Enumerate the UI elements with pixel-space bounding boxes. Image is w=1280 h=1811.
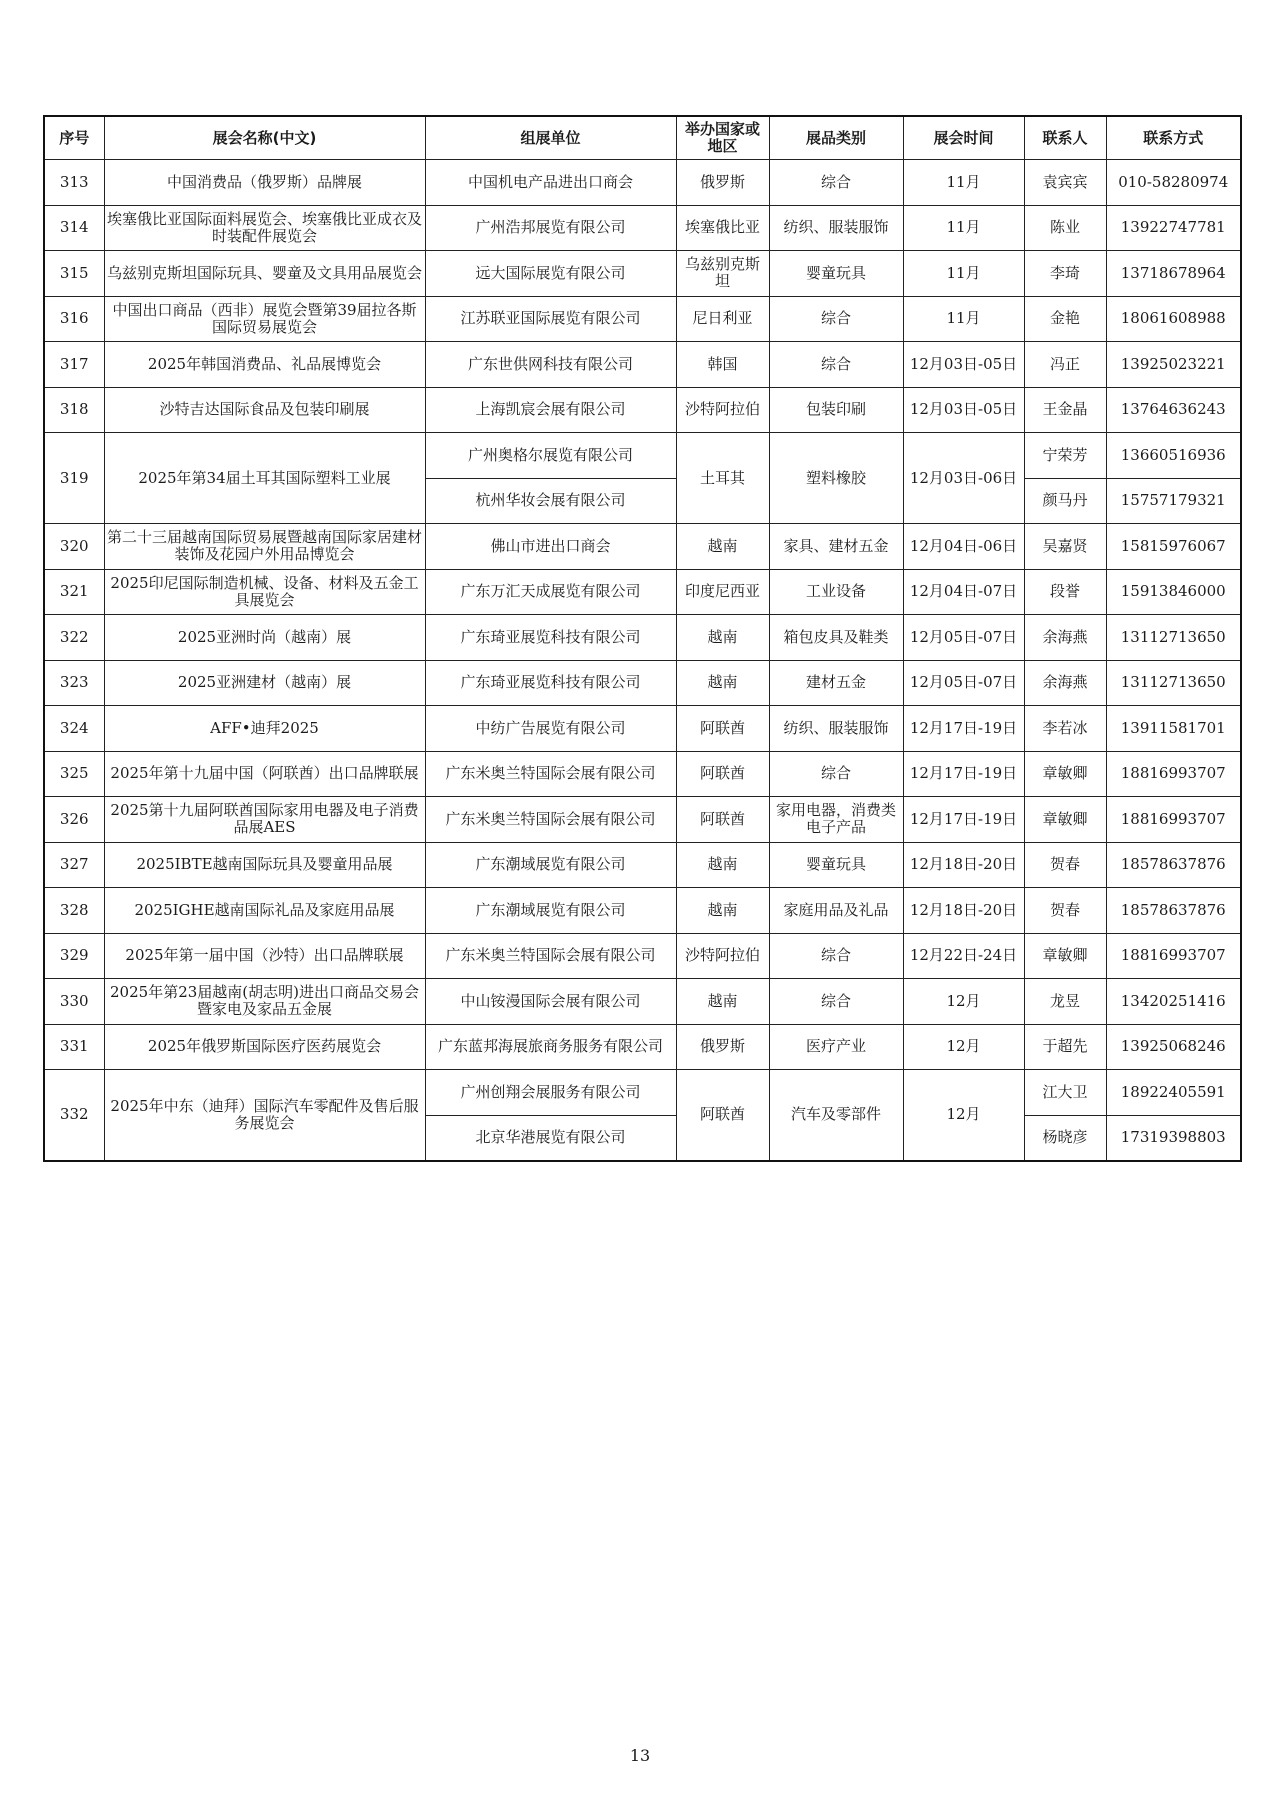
cell-time: 12月04日-07日: [903, 569, 1024, 615]
cell-organizer: 广东琦亚展览科技有限公司: [425, 615, 676, 661]
cell-no: 313: [44, 160, 104, 206]
cell-organizer: 广东世供网科技有限公司: [425, 342, 676, 388]
cell-time: 11月: [903, 160, 1024, 206]
cell-organizer: 广东潮域展览有限公司: [425, 842, 676, 888]
cell-no: 328: [44, 888, 104, 934]
table-row: [44, 296, 1241, 342]
page-number: 13: [629, 1746, 651, 1765]
cell-contact-phone: 18816993707: [1106, 797, 1241, 843]
exhibition-table: [43, 115, 1242, 1162]
cell-organizer: 广东潮域展览有限公司: [425, 888, 676, 934]
table-body: [44, 160, 1241, 1161]
cell-contact-person: 龙昱: [1024, 979, 1106, 1025]
cell-time: 12月04日-06日: [903, 524, 1024, 570]
table-row: [44, 342, 1241, 388]
cell-contact-person: 颜马丹: [1024, 478, 1106, 524]
cell-contact-person: 余海燕: [1024, 660, 1106, 706]
cell-country: 越南: [676, 615, 769, 661]
cell-contact-person: 章敏卿: [1024, 751, 1106, 797]
cell-organizer: 佛山市进出口商会: [425, 524, 676, 570]
cell-contact-phone: 13764636243: [1106, 387, 1241, 433]
table-row: [44, 433, 1241, 479]
cell-organizer: 北京华港展览有限公司: [425, 1115, 676, 1161]
cell-no: 319: [44, 433, 104, 524]
cell-country: 沙特阿拉伯: [676, 387, 769, 433]
cell-category: 综合: [769, 751, 903, 797]
table-row: [44, 387, 1241, 433]
cell-time: 12月17日-19日: [903, 751, 1024, 797]
cell-no: 320: [44, 524, 104, 570]
cell-name: 中国消费品（俄罗斯）品牌展: [104, 160, 425, 206]
cell-contact-person: 贺春: [1024, 888, 1106, 934]
cell-category: 工业设备: [769, 569, 903, 615]
cell-name: 2025印尼国际制造机械、设备、材料及五金工具展览会: [104, 569, 425, 615]
cell-name: 埃塞俄比亚国际面料展览会、埃塞俄比亚成衣及时装配件展览会: [104, 205, 425, 251]
cell-category: 医疗产业: [769, 1024, 903, 1070]
cell-organizer: 广东蓝邦海展旅商务服务有限公司: [425, 1024, 676, 1070]
cell-contact-person: 贺春: [1024, 842, 1106, 888]
cell-name: 2025亚洲建材（越南）展: [104, 660, 425, 706]
cell-category: 家庭用品及礼品: [769, 888, 903, 934]
cell-country: 阿联酋: [676, 1070, 769, 1161]
header-no: 序号: [44, 116, 104, 160]
cell-organizer: 中纺广告展览有限公司: [425, 706, 676, 752]
table-row: [44, 1070, 1241, 1116]
cell-category: 纺织、服装服饰: [769, 706, 903, 752]
table-row: [44, 706, 1241, 752]
cell-no: 318: [44, 387, 104, 433]
cell-contact-phone: 13420251416: [1106, 979, 1241, 1025]
cell-contact-person: 江大卫: [1024, 1070, 1106, 1116]
table-row: [44, 251, 1241, 297]
cell-contact-phone: 13660516936: [1106, 433, 1241, 479]
cell-name: 2025年第一届中国（沙特）出口品牌联展: [104, 933, 425, 979]
cell-organizer: 广东米奥兰特国际会展有限公司: [425, 797, 676, 843]
cell-contact-person: 段誉: [1024, 569, 1106, 615]
header-organizer: 组展单位: [425, 116, 676, 160]
cell-name: 2025IBTE越南国际玩具及婴童用品展: [104, 842, 425, 888]
cell-time: 12月05日-07日: [903, 615, 1024, 661]
cell-category: 综合: [769, 933, 903, 979]
header-contact-phone: 联系方式: [1106, 116, 1241, 160]
cell-contact-phone: 15815976067: [1106, 524, 1241, 570]
cell-contact-person: 章敏卿: [1024, 933, 1106, 979]
cell-name: 2025第十九届阿联酋国际家用电器及电子消费品展AES: [104, 797, 425, 843]
cell-time: 12月05日-07日: [903, 660, 1024, 706]
cell-contact-person: 袁宾宾: [1024, 160, 1106, 206]
cell-time: 12月: [903, 979, 1024, 1025]
header-country: 举办国家或地区: [676, 116, 769, 160]
cell-contact-phone: 010-58280974: [1106, 160, 1241, 206]
cell-category: 家具、建材五金: [769, 524, 903, 570]
cell-organizer: 广州浩邦展览有限公司: [425, 205, 676, 251]
cell-contact-person: 吴嘉贤: [1024, 524, 1106, 570]
cell-no: 322: [44, 615, 104, 661]
cell-category: 建材五金: [769, 660, 903, 706]
cell-time: 12月03日-06日: [903, 433, 1024, 524]
cell-contact-person: 杨晓彦: [1024, 1115, 1106, 1161]
cell-country: 阿联酋: [676, 706, 769, 752]
table-header-row: [44, 116, 1241, 160]
cell-contact-phone: 18578637876: [1106, 842, 1241, 888]
cell-category: 综合: [769, 979, 903, 1025]
table-row: [44, 888, 1241, 934]
cell-contact-phone: 18816993707: [1106, 933, 1241, 979]
cell-contact-phone: 13911581701: [1106, 706, 1241, 752]
cell-name: 2025IGHE越南国际礼品及家庭用品展: [104, 888, 425, 934]
cell-country: 埃塞俄比亚: [676, 205, 769, 251]
cell-no: 329: [44, 933, 104, 979]
cell-name: 2025亚洲时尚（越南）展: [104, 615, 425, 661]
table-row: [44, 1024, 1241, 1070]
cell-no: 315: [44, 251, 104, 297]
cell-time: 12月17日-19日: [903, 797, 1024, 843]
cell-no: 325: [44, 751, 104, 797]
cell-country: 沙特阿拉伯: [676, 933, 769, 979]
cell-contact-phone: 13112713650: [1106, 660, 1241, 706]
cell-country: 越南: [676, 660, 769, 706]
cell-contact-person: 章敏卿: [1024, 797, 1106, 843]
cell-contact-phone: 13112713650: [1106, 615, 1241, 661]
cell-no: 330: [44, 979, 104, 1025]
cell-time: 11月: [903, 205, 1024, 251]
cell-no: 327: [44, 842, 104, 888]
cell-contact-person: 于超先: [1024, 1024, 1106, 1070]
cell-category: 综合: [769, 296, 903, 342]
cell-contact-person: 金艳: [1024, 296, 1106, 342]
table-row: [44, 660, 1241, 706]
cell-country: 越南: [676, 888, 769, 934]
cell-time: 12月18日-20日: [903, 842, 1024, 888]
cell-contact-person: 李琦: [1024, 251, 1106, 297]
cell-organizer: 广州创翔会展服务有限公司: [425, 1070, 676, 1116]
cell-contact-phone: 13718678964: [1106, 251, 1241, 297]
cell-contact-person: 王金晶: [1024, 387, 1106, 433]
cell-contact-phone: 18578637876: [1106, 888, 1241, 934]
cell-category: 汽车及零部件: [769, 1070, 903, 1161]
cell-contact-phone: 15757179321: [1106, 478, 1241, 524]
header-category: 展品类别: [769, 116, 903, 160]
table-row: [44, 569, 1241, 615]
cell-contact-person: 陈业: [1024, 205, 1106, 251]
cell-time: 12月03日-05日: [903, 342, 1024, 388]
table-row: [44, 751, 1241, 797]
cell-no: 317: [44, 342, 104, 388]
cell-name: 乌兹别克斯坦国际玩具、婴童及文具用品展览会: [104, 251, 425, 297]
cell-name: AFF•迪拜2025: [104, 706, 425, 752]
cell-contact-phone: 13925023221: [1106, 342, 1241, 388]
cell-name: 第二十三届越南国际贸易展暨越南国际家居建材装饰及花园户外用品博览会: [104, 524, 425, 570]
cell-no: 321: [44, 569, 104, 615]
table-row: [44, 842, 1241, 888]
cell-name: 2025年韩国消费品、礼品展博览会: [104, 342, 425, 388]
cell-contact-phone: 18061608988: [1106, 296, 1241, 342]
cell-organizer: 广州奥格尔展览有限公司: [425, 433, 676, 479]
cell-time: 12月17日-19日: [903, 706, 1024, 752]
cell-organizer: 广东米奥兰特国际会展有限公司: [425, 933, 676, 979]
table-row: [44, 979, 1241, 1025]
cell-organizer: 上海凯宸会展有限公司: [425, 387, 676, 433]
header-name: 展会名称(中文): [104, 116, 425, 160]
cell-country: 越南: [676, 979, 769, 1025]
cell-name: 中国出口商品（西非）展览会暨第39届拉各斯国际贸易展览会: [104, 296, 425, 342]
cell-organizer: 杭州华妆会展有限公司: [425, 478, 676, 524]
cell-contact-phone: 17319398803: [1106, 1115, 1241, 1161]
cell-country: 土耳其: [676, 433, 769, 524]
cell-category: 塑料橡胶: [769, 433, 903, 524]
cell-contact-phone: 15913846000: [1106, 569, 1241, 615]
cell-contact-phone: 13925068246: [1106, 1024, 1241, 1070]
cell-contact-person: 冯正: [1024, 342, 1106, 388]
cell-no: 331: [44, 1024, 104, 1070]
cell-country: 俄罗斯: [676, 160, 769, 206]
cell-organizer: 广东琦亚展览科技有限公司: [425, 660, 676, 706]
cell-no: 332: [44, 1070, 104, 1161]
cell-time: 12月03日-05日: [903, 387, 1024, 433]
cell-time: 11月: [903, 251, 1024, 297]
cell-no: 324: [44, 706, 104, 752]
cell-category: 婴童玩具: [769, 842, 903, 888]
table-row: [44, 160, 1241, 206]
cell-contact-person: 李若冰: [1024, 706, 1106, 752]
cell-country: 乌兹别克斯坦: [676, 251, 769, 297]
table-row: [44, 524, 1241, 570]
cell-time: 12月18日-20日: [903, 888, 1024, 934]
cell-name: 2025年俄罗斯国际医疗医药展览会: [104, 1024, 425, 1070]
header-time: 展会时间: [903, 116, 1024, 160]
cell-category: 纺织、服装服饰: [769, 205, 903, 251]
cell-time: 12月: [903, 1070, 1024, 1161]
table-row: [44, 615, 1241, 661]
cell-category: 包装印刷: [769, 387, 903, 433]
cell-category: 箱包皮具及鞋类: [769, 615, 903, 661]
cell-country: 尼日利亚: [676, 296, 769, 342]
cell-name: 沙特吉达国际食品及包装印刷展: [104, 387, 425, 433]
cell-contact-phone: 18816993707: [1106, 751, 1241, 797]
cell-category: 综合: [769, 342, 903, 388]
cell-contact-phone: 18922405591: [1106, 1070, 1241, 1116]
cell-country: 越南: [676, 524, 769, 570]
cell-name: 2025年中东（迪拜）国际汽车零配件及售后服务展览会: [104, 1070, 425, 1161]
cell-organizer: 中山铵漫国际会展有限公司: [425, 979, 676, 1025]
cell-time: 12月22日-24日: [903, 933, 1024, 979]
table-row: [44, 797, 1241, 843]
cell-country: 印度尼西亚: [676, 569, 769, 615]
cell-organizer: 中国机电产品进出口商会: [425, 160, 676, 206]
table-row: [44, 205, 1241, 251]
cell-country: 俄罗斯: [676, 1024, 769, 1070]
cell-name: 2025年第34届土耳其国际塑料工业展: [104, 433, 425, 524]
cell-organizer: 远大国际展览有限公司: [425, 251, 676, 297]
cell-country: 韩国: [676, 342, 769, 388]
cell-country: 越南: [676, 842, 769, 888]
table-row: [44, 933, 1241, 979]
cell-no: 326: [44, 797, 104, 843]
cell-no: 316: [44, 296, 104, 342]
cell-no: 323: [44, 660, 104, 706]
cell-country: 阿联酋: [676, 751, 769, 797]
cell-organizer: 江苏联亚国际展览有限公司: [425, 296, 676, 342]
cell-category: 婴童玩具: [769, 251, 903, 297]
cell-time: 12月: [903, 1024, 1024, 1070]
cell-organizer: 广东万汇天成展览有限公司: [425, 569, 676, 615]
cell-time: 11月: [903, 296, 1024, 342]
cell-country: 阿联酋: [676, 797, 769, 843]
cell-category: 家用电器，消费类电子产品: [769, 797, 903, 843]
cell-name: 2025年第23届越南(胡志明)进出口商品交易会暨家电及家品五金展: [104, 979, 425, 1025]
cell-contact-person: 宁荣芳: [1024, 433, 1106, 479]
cell-contact-phone: 13922747781: [1106, 205, 1241, 251]
header-contact-person: 联系人: [1024, 116, 1106, 160]
cell-name: 2025年第十九届中国（阿联酋）出口品牌联展: [104, 751, 425, 797]
cell-category: 综合: [769, 160, 903, 206]
cell-contact-person: 余海燕: [1024, 615, 1106, 661]
cell-no: 314: [44, 205, 104, 251]
cell-organizer: 广东米奥兰特国际会展有限公司: [425, 751, 676, 797]
